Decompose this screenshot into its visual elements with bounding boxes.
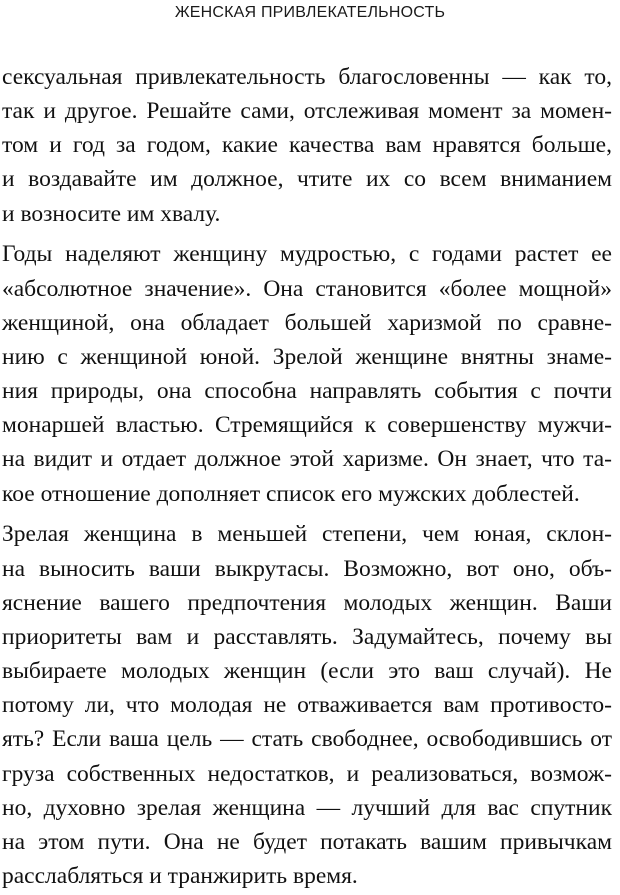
text-line: ния природы, она способна направлять события с почти xyxy=(2,378,612,405)
text-line: на видит и отдает должное этой харизме. Он знает, что та- xyxy=(2,446,612,473)
text-line: яснение вашего предпочтения молодых женщин. Ваши xyxy=(2,589,612,616)
text-line: на этом пути. Она не будет потакать вашим привычкам xyxy=(2,828,612,855)
text-line: потому ли, что молодая не отваживается вам противосто- xyxy=(2,692,612,719)
text-line: и возносите им хвалу. xyxy=(2,200,221,227)
text-line: но, духовно зрелая женщина — лучший для вас спутник xyxy=(2,794,612,821)
text-line: сексуальная привлекательность благословенны — как то, xyxy=(2,64,612,90)
text-line: и воздавайте им должное, чтите их со всем вниманием xyxy=(2,166,612,193)
text-line: монаршей властью. Стремящийся к совершенству мужчи- xyxy=(2,412,612,439)
text-line: женщиной, она обладает большей харизмой по сравне- xyxy=(2,309,612,336)
text-line: том и год за годом, какие качества вам нравятся больше, xyxy=(2,132,612,159)
running-header: ЖЕНСКАЯ ПРИВЛЕКАТЕЛЬНОСТЬ xyxy=(174,4,446,21)
text-line: кое отношение дополняет список его мужских доблестей. xyxy=(2,480,580,507)
text-line: груза собственных недостатков, и реализоваться, возмож- xyxy=(2,760,612,787)
text-line: на выносить ваши выкрутасы. Возможно, вот оно, объ- xyxy=(2,555,612,582)
text-line: «абсолютное значение». Она становится «более мощной» xyxy=(2,275,612,302)
text-line: выбираете молодых женщин (если это ваш случай). Не xyxy=(2,658,612,685)
text-line: ять? Если ваша цель — стать свободнее, освободившись от xyxy=(2,726,612,753)
text-line: приоритеты вам и расставлять. Задумайтесь, почему вы xyxy=(2,623,612,650)
text-line: Зрелая женщина в меньшей степени, чем юная, склон- xyxy=(2,521,612,548)
text-line: так и другое. Решайте сами, отслеживая момент за момен- xyxy=(2,98,612,125)
text-line: расслабляться и транжирить время. xyxy=(2,863,358,889)
text-line: нию с женщиной юной. Зрелой женщине внятны знаме- xyxy=(2,343,612,370)
text-line: Годы наделяют женщину мудростью, с годами растет ее xyxy=(2,241,612,268)
